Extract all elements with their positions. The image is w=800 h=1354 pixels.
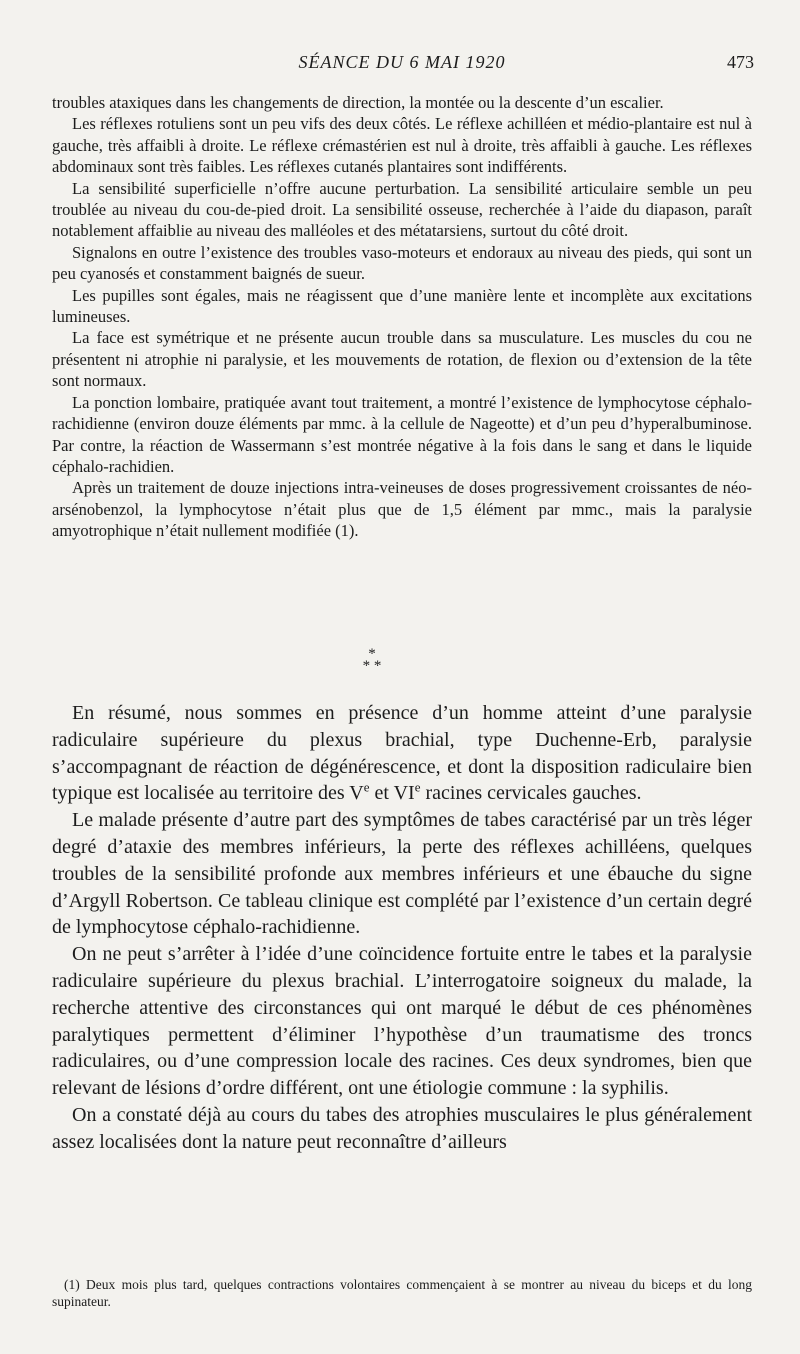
page-number: 473 xyxy=(727,52,754,72)
paragraph-vasomotor: Signalons en outre l’existence des troubles vaso-moteurs et endoraux au niveau des pieds, qui sont un peu cyanosés et constamment baignés de sueur. xyxy=(52,242,752,284)
paragraph-reflexes: Les réflexes rotuliens sont un peu vifs des deux côtés. Le réflexe achilléen et médio-plantaire est nul à gauche, très affaibli à droite. Le réflexe crémastérien est nul à droite, très affaibli à gauche. Les réflexes abdominaux sont très faibles. Les réflexes cutanés plantaires sont indifférents. xyxy=(52,114,752,177)
footnote xyxy=(52,1276,752,1310)
paragraph-treatment: Après un traitement de douze injections intra-veineuses de doses progressivement croissantes de néo-arsénobenzol, la lymphocytose n’était plus que de 1,5 élément par mmc., mais la paralysie amyotrophique n’était nullement modifiée (1). xyxy=(52,478,752,541)
summary-p1-before: En résumé, nous sommes en présence d’un homme atteint d’une paralysie radiculaire supérieure du plexus brachial, type Duchenne-Erb, paralysie s’accompagnant de réaction de dégénérescence, et dont la disposition radiculaire bien typique est localisée au territoire des V xyxy=(52,702,752,805)
summary-p1-after: racines cervicales gauches. xyxy=(420,782,642,805)
summary-text xyxy=(52,700,752,1156)
asterism-separator xyxy=(352,648,392,682)
footnote-text: (1) Deux mois plus tard, quelques contractions volontaires commençaient à se montrer au niveau du biceps et du long supinateur. xyxy=(52,1277,752,1309)
paragraph-lumbar-puncture: La ponction lombaire, pratiquée avant tout traitement, a montré l’existence de lymphocytose céphalo-rachidienne (environ douze éléments par mmc. à la cellule de Nageotte) et d’un peu d’hyperalbuminose. Par contre, la réaction de Wassermann s’est montrée négative à la fois dans le sang et dans le liquide céphalo-rachidien. xyxy=(52,392,752,476)
asterism-bottom: * * xyxy=(362,658,382,674)
summary-paragraph-4: On a constaté déjà au cours du tabes des atrophies musculaires le plus généralement assez localisées dont la nature peut reconnaître d’ailleurs xyxy=(52,1103,752,1153)
superscript-e: e xyxy=(414,779,421,795)
summary-paragraph-2: Le malade présente d’autre part des symptômes de tabes caractérisé par un très léger degré d’ataxie des membres inférieurs, la perte des réflexes achilléens, quelques troubles de la sensibilité profonde aux membres inférieurs et une ébauche du signe d’Argyll Robertson. Ce tableau clinique est complété par l’existence d’un certain degré de lymphocytose céphalo-rachidienne. xyxy=(52,809,752,939)
case-report-text xyxy=(52,92,752,542)
superscript-e: e xyxy=(363,779,370,795)
summary-paragraph-1 xyxy=(52,700,752,807)
running-head: SÉANCE DU 6 MAI 1920 xyxy=(298,52,506,72)
paragraph-pupils: Les pupilles sont égales, mais ne réagissent que d’une manière lente et incomplète aux excitations lumineuses. xyxy=(52,285,752,327)
summary-paragraph-3: On ne peut s’arrêter à l’idée d’une coïncidence fortuite entre le tabes et la paralysie radiculaire supérieure du plexus brachial. L’interrogatoire soigneux du malade, la recherche attentive des circonstances qui ont marqué le début de ces phénomènes paralytiques permettent d’éliminer l’hypothèse d’un traumatisme des troncs radiculaires, ou d’une compression locale des racines. Ces deux syndromes, bien que relevant de lésions d’ordre différent, ont une étiologie commune : la syphilis. xyxy=(52,943,752,1100)
paragraph-ataxia: troubles ataxiques dans les changements de direction, la montée ou la descente d’un escalier. xyxy=(52,93,664,112)
summary-p1-middle: et VI xyxy=(369,782,415,805)
paragraph-face: La face est symétrique et ne présente aucun trouble dans sa musculature. Les muscles du cou ne présentent ni atrophie ni paralysie, et les mouvements de rotation, de flexion ou d’extension de la tête sont normaux. xyxy=(52,328,752,391)
paragraph-sensibility: La sensibilité superficielle n’offre aucune perturbation. La sensibilité articulaire semble un peu troublée au niveau du cou-de-pied droit. La sensibilité osseuse, recherchée à l’aide du diapason, paraît notablement affaiblie au niveau des malléoles et des métatarsiens, surtout du côté droit. xyxy=(52,178,752,241)
asterism-top: * xyxy=(368,646,376,662)
page-header xyxy=(52,52,752,78)
